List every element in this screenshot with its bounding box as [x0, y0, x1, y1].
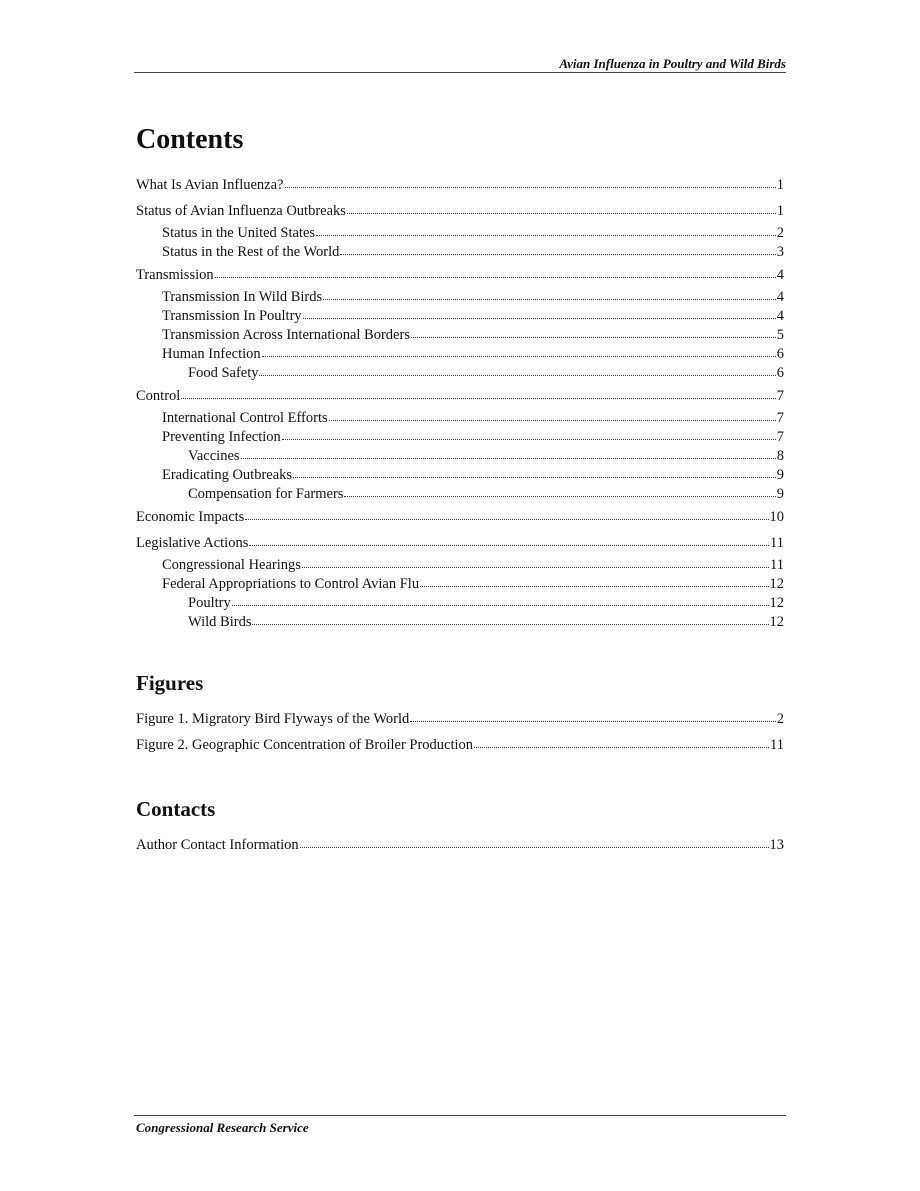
dot-leader: [329, 409, 776, 421]
dot-leader: [282, 428, 776, 440]
toc-entry[interactable]: International Control Efforts 7: [162, 410, 784, 426]
toc-entry[interactable]: Status in the United States 2: [162, 225, 784, 241]
figures-heading: Figures: [136, 671, 204, 695]
dot-leader: [293, 466, 776, 478]
toc-entry[interactable]: Poultry 12: [188, 595, 784, 611]
running-header-title: Avian Influenza in Poultry and Wild Birds: [559, 56, 786, 71]
dot-leader: [181, 387, 775, 399]
dot-leader: [215, 266, 776, 278]
toc-entry[interactable]: Transmission In Wild Birds 4: [162, 289, 784, 305]
toc-entry[interactable]: Transmission Across International Borders 5: [162, 327, 784, 343]
toc-entry[interactable]: Status of Avian Influenza Outbreaks 1: [136, 203, 784, 219]
toc-entry[interactable]: Control 7: [136, 388, 784, 404]
toc-entry[interactable]: Vaccines 8: [188, 448, 784, 464]
dot-leader: [316, 224, 776, 236]
toc-entry[interactable]: Human Infection 6: [162, 346, 784, 362]
dot-leader: [323, 288, 776, 300]
running-footer-title: Congressional Research Service: [136, 1120, 309, 1135]
contact-entry[interactable]: Author Contact Information 13: [136, 837, 784, 853]
contents-heading: Contents: [136, 124, 244, 155]
header-rule: [134, 72, 786, 73]
toc-entry[interactable]: Compensation for Farmers 9: [188, 486, 784, 502]
figure-entry[interactable]: Figure 1. Migratory Bird Flyways of the World 2: [136, 711, 784, 727]
dot-leader: [232, 594, 769, 606]
dot-leader: [420, 575, 768, 587]
dot-leader: [252, 613, 768, 625]
footer-rule: [134, 1115, 786, 1116]
toc-entry[interactable]: Food Safety 6: [188, 365, 784, 381]
dot-leader: [249, 534, 769, 546]
dot-leader: [347, 202, 776, 214]
toc-entry[interactable]: Status in the Rest of the World 3: [162, 244, 784, 260]
toc-entry[interactable]: Eradicating Outbreaks 9: [162, 467, 784, 483]
dot-leader: [300, 836, 769, 848]
dot-leader: [245, 508, 768, 520]
dot-leader: [474, 736, 769, 748]
dot-leader: [241, 447, 776, 459]
toc-entry[interactable]: Economic Impacts 10: [136, 509, 784, 525]
dot-leader: [340, 243, 775, 255]
dot-leader: [285, 176, 776, 188]
toc-entry[interactable]: Preventing Infection 7: [162, 429, 784, 445]
dot-leader: [302, 556, 769, 568]
toc-entry[interactable]: Transmission In Poultry 4: [162, 308, 784, 324]
toc-entry[interactable]: Legislative Actions 11: [136, 535, 784, 551]
dot-leader: [262, 345, 776, 357]
dot-leader: [344, 485, 775, 497]
contacts-heading: Contacts: [136, 797, 216, 821]
toc-entry[interactable]: What Is Avian Influenza? 1: [136, 177, 784, 193]
dot-leader: [303, 307, 776, 319]
toc-entry[interactable]: Transmission 4: [136, 267, 784, 283]
toc-entry[interactable]: Federal Appropriations to Control Avian Flu 12: [162, 576, 784, 592]
dot-leader: [411, 326, 776, 338]
figure-entry[interactable]: Figure 2. Geographic Concentration of Broiler Production 11: [136, 737, 784, 753]
toc-entry[interactable]: Congressional Hearings 11: [162, 557, 784, 573]
dot-leader: [259, 364, 775, 376]
toc-entry[interactable]: Wild Birds 12: [188, 614, 784, 630]
dot-leader: [410, 710, 776, 722]
